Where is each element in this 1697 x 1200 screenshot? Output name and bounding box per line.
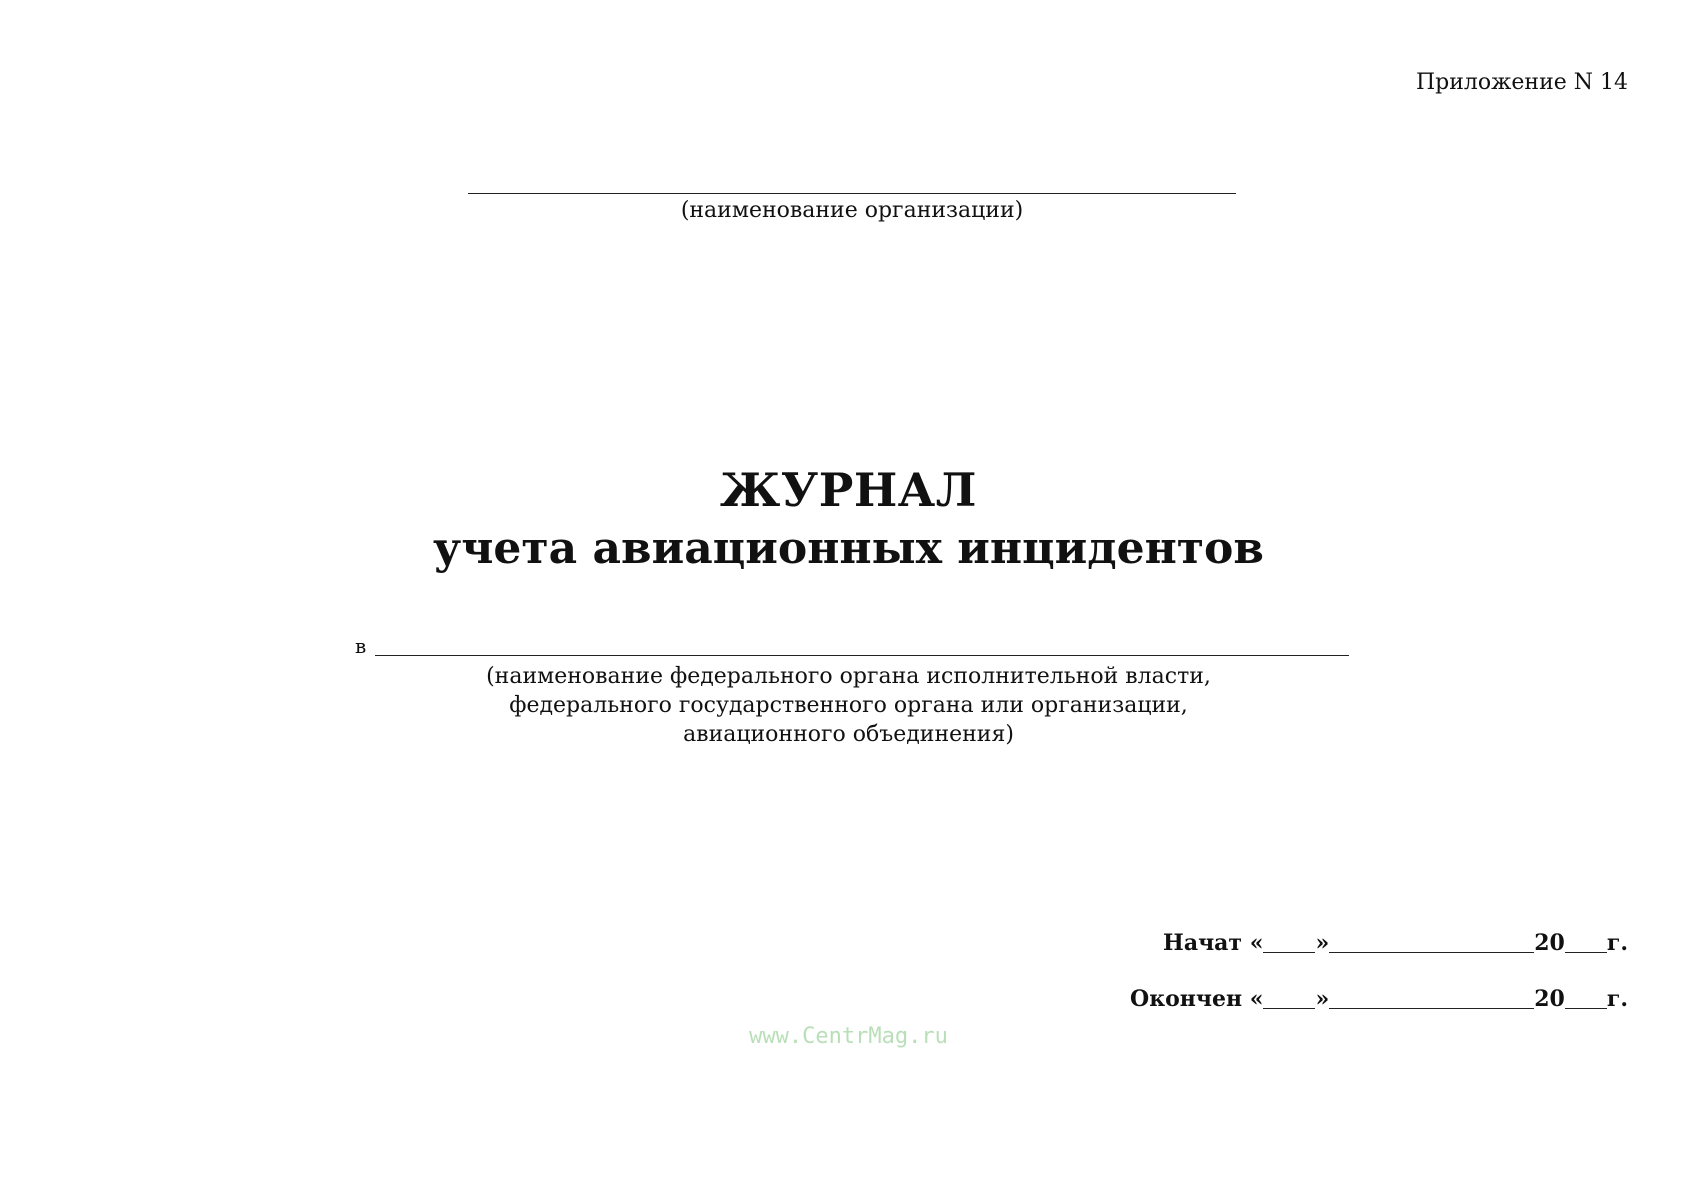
end-quote-close: »: [1315, 986, 1330, 1012]
organization-caption: (наименование организации): [680, 198, 1024, 223]
end-year-suffix: г.: [1606, 986, 1628, 1012]
document-title: [0, 460, 1697, 578]
authority-caption-line: (наименование федерального органа исполнительной власти,: [486, 664, 1211, 689]
authority-caption-line: федерального государственного органа или организации,: [509, 693, 1188, 718]
start-month-blank[interactable]: [1329, 932, 1534, 953]
authority-caption-line: авиационного объединения): [683, 722, 1014, 747]
authority-prefix: в: [355, 634, 367, 658]
end-year-blank[interactable]: [1565, 988, 1607, 1009]
title-subtitle: учета авиационных инцидентов: [433, 523, 1264, 574]
title-main: ЖУРНАЛ: [720, 463, 977, 517]
appendix-label: Приложение N 14: [1416, 70, 1628, 95]
organization-field: [468, 171, 1236, 223]
start-day-blank[interactable]: [1263, 932, 1315, 953]
end-date-row: [1130, 986, 1628, 1012]
watermark-text: www.CentrMag.ru: [749, 1024, 948, 1049]
start-year-blank[interactable]: [1565, 932, 1607, 953]
start-quote-close: »: [1315, 930, 1330, 956]
authority-field: [355, 632, 1349, 658]
end-day-blank[interactable]: [1263, 988, 1315, 1009]
start-date-row: [1163, 930, 1628, 956]
end-year-prefix: 20: [1534, 986, 1565, 1012]
organization-blank-line[interactable]: [468, 171, 1236, 194]
start-year-suffix: г.: [1606, 930, 1628, 956]
start-year-prefix: 20: [1534, 930, 1565, 956]
authority-caption: [0, 662, 1697, 749]
end-date-label: Окончен «: [1130, 986, 1264, 1012]
end-month-blank[interactable]: [1329, 988, 1534, 1009]
start-date-label: Начат «: [1163, 930, 1264, 956]
authority-blank-line[interactable]: [375, 655, 1349, 656]
